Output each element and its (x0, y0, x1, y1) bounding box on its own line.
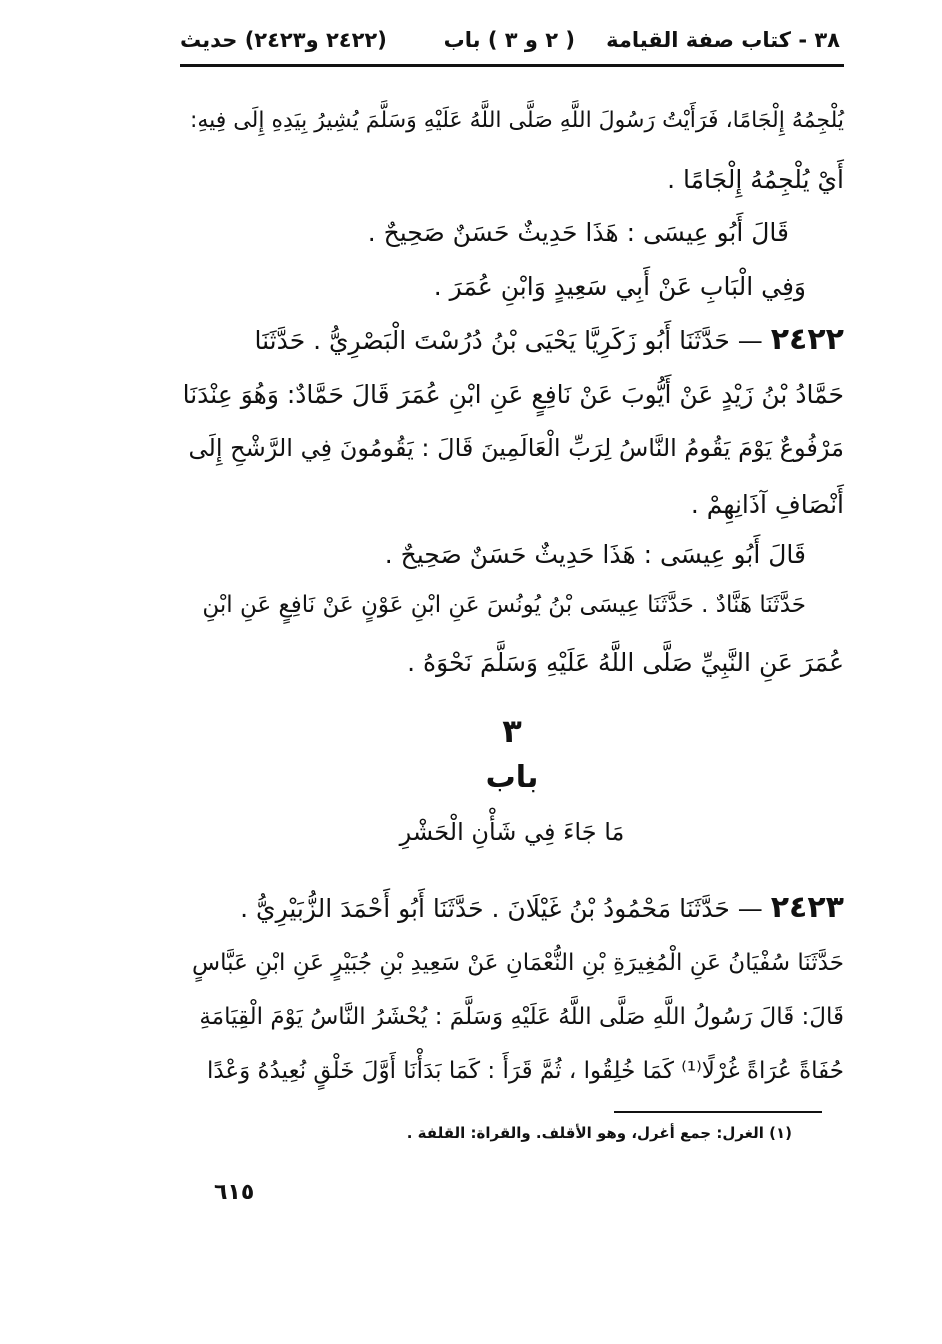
text-line: أَيْ يُلْجِمُهُ إِلْجَامًا . (667, 165, 844, 194)
text-line: مَرْفُوعٌ يَوْمَ يَقُومُ النَّاسُ لِرَبِّ الْعَالَمِينَ قَالَ : يَقُومُونَ فِي الرَّشْحِ إِلَى (188, 434, 844, 462)
hadith-2422-line (254, 322, 844, 358)
hadith-number: ٢٤٢٣ (770, 890, 844, 925)
text-line: حَدَّثَنَا هَنَّادٌ . حَدَّثَنَا عِيسَى بْنُ يُونُسَ عَنِ ابْنِ عَوْنٍ عَنْ نَافِعٍ عَنِ ابْنِ (202, 592, 806, 618)
text-line: وَفِي الْبَابِ عَنْ أَبِي سَعِيدٍ وَابْنِ عُمَرَ . (433, 272, 806, 301)
text-line: قَالَ أَبُو عِيسَى : هَذَا حَدِيثٌ حَسَنٌ صَحِيحٌ . (367, 218, 789, 247)
header-rule (180, 64, 844, 67)
text-line: عُمَرَ عَنِ النَّبِيِّ صَلَّى اللَّهُ عَلَيْهِ وَسَلَّمَ نَحْوَهُ . (407, 648, 844, 677)
text-line: حُفَاةً عُرَاةً غُرْلًا⁽¹⁾ كَمَا خُلِقُوا ، ثُمَّ قَرَأَ : كَمَا بَدَأْنَا أَوَّلَ خَلْقٍ نُعِيدُهُ وَعْدًا (206, 1058, 844, 1084)
running-header (180, 24, 840, 64)
header-bab: ( ٢ و ٣ ) باب (443, 28, 575, 52)
hadith-number: ٢٤٢٢ (770, 322, 844, 357)
page-number: ٦١٥ (214, 1180, 255, 1205)
text-line: حَمَّادُ بْنُ زَيْدٍ عَنْ أَيُّوبَ عَنْ نَافِعٍ عَنِ ابْنِ عُمَرَ قَالَ حَمَّادٌ: وَهُوَ عِنْدَنَا (182, 380, 844, 409)
text-line: حَدَّثَنَا سُفْيَانُ عَنِ الْمُغِيرَةِ بْنِ النُّعْمَانِ عَنْ سَعِيدِ بْنِ جُبَيْرٍ عَنِ ابْنِ عَبَّاسٍ (192, 950, 844, 976)
header-hadith-range: (٢٤٢٢ و٢٤٢٣) حديث (180, 28, 387, 52)
text-line: أَنْصَافِ آذَانِهِمْ . (690, 490, 844, 519)
header-book-title: ٣٨ - كتاب صفة القيامة (606, 28, 840, 52)
text-line: قَالَ: قَالَ رَسُولُ اللَّهِ صَلَّى اللَّهُ عَلَيْهِ وَسَلَّمَ : يُحْشَرُ النَّاسُ يَوْمَ الْقِيَامَةِ (199, 1004, 844, 1030)
footnote: (١) الغرل: جمع أغرل، وهو الأقلف. والقراة: القلفة . (406, 1124, 792, 1142)
chapter-heading: باب (485, 760, 539, 795)
chapter-title: مَا جَاءَ فِي شَأْنِ الْحَشْرِ (399, 818, 625, 846)
text-line: — حَدَّثَنَا أَبُو زَكَرِيَّا يَحْيَى بْنُ دُرُسْتَ الْبَصْرِيُّ . حَدَّثَنَا (254, 326, 763, 355)
text-line: يُلْجِمُهُ إِلْجَامًا، فَرَأَيْتُ رَسُولَ اللَّهِ صَلَّى اللَّهُ عَلَيْهِ وَسَلَّمَ يُشِيرُ بِيَدِهِ إِلَى فِيهِ: (189, 108, 844, 133)
text-line: قَالَ أَبُو عِيسَى : هَذَا حَدِيثٌ حَسَنٌ صَحِيحٌ . (384, 540, 806, 569)
footnote-rule (614, 1111, 822, 1113)
text-line: — حَدَّثَنَا مَحْمُودُ بْنُ غَيْلَانَ . حَدَّثَنَا أَبُو أَحْمَدَ الزُّبَيْرِيُّ . (240, 894, 763, 923)
hadith-2423-line (240, 890, 844, 926)
chapter-number: ٣ (502, 712, 522, 750)
